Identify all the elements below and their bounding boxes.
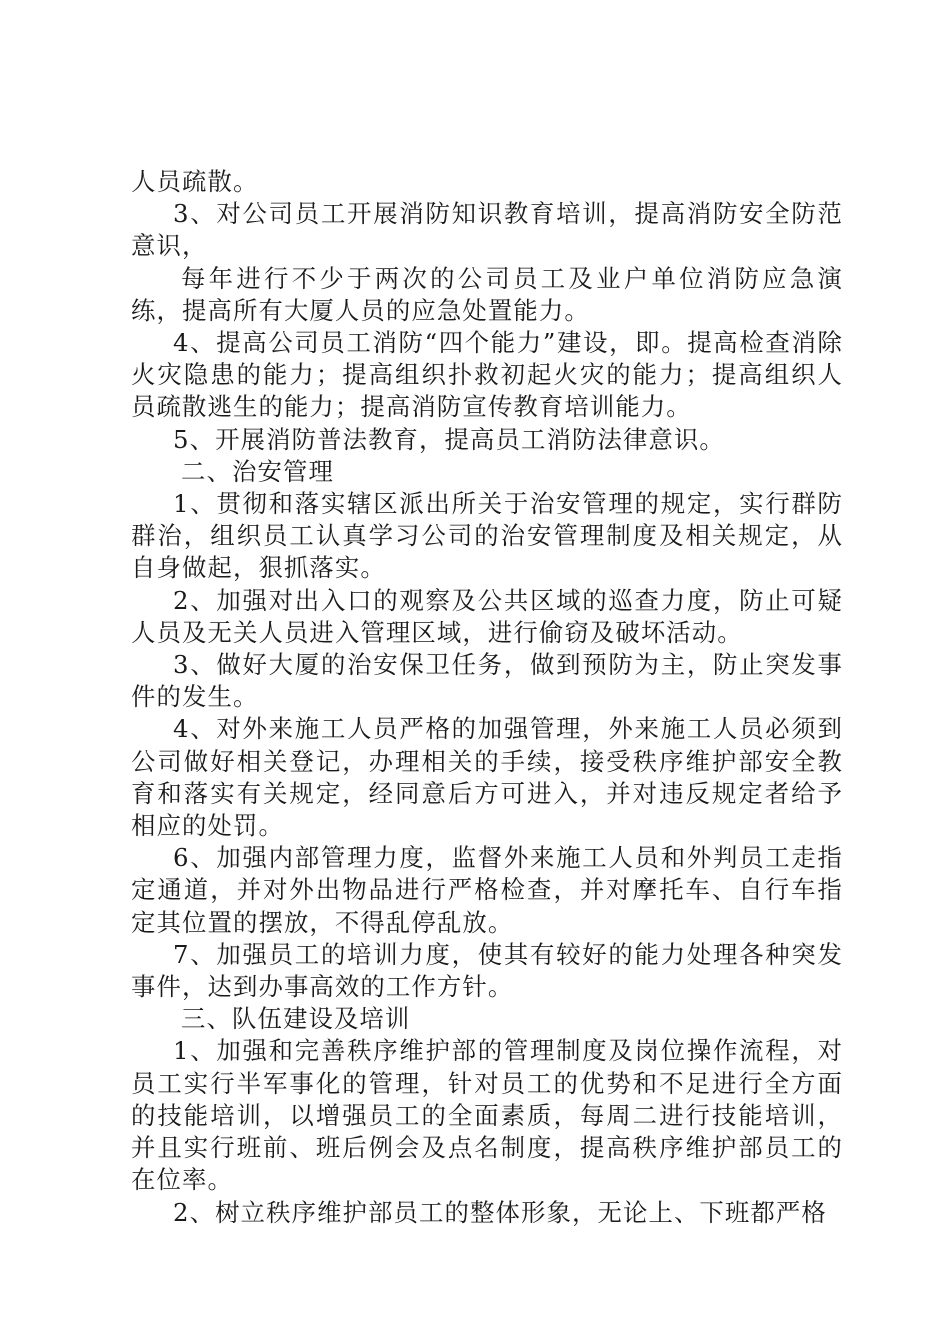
paragraph-security-7: 7、加强员工的培训力度，使其有较好的能力处理各种突发事件，达到办事高效的工作方针。 [131,939,843,1002]
paragraph-fire-law: 5、开展消防普法教育，提高员工消防法律意识。 [173,424,725,454]
paragraph-security-3: 3、做好大厦的治安保卫任务，做到预防为主，防止突发事件的发生。 [131,650,843,712]
section-heading-security: 二、治安管理 [181,456,334,486]
paragraph-team-2: 2、树立秩序维护部员工的整体形象，无论上、下班都严格 [173,1197,827,1227]
document-body [131,166,843,1229]
paragraph-fire-training: 3、对公司员工开展消防知识教育培训，提高消防安全防范意识， [131,199,843,261]
section-heading-team: 三、队伍建设及培训 [181,1004,411,1034]
paragraph-team-1: 1、加强和完善秩序维护部的管理制度及岗位操作流程，对员工实行半军事化的管理，针对员工的优势和不足进行全方面的技能培训，以增强员工的全面素质，每周二进行技能培训，并且实行班前、班后例会及点名制度，提高秩序维护部员工的在位率。 [131,1036,843,1195]
paragraph-security-1: 1、贯彻和落实辖区派出所关于治安管理的规定，实行群防群治，组织员工认真学习公司的治安管理制度及相关规定，从自身做起，狠抓落实。 [131,489,843,583]
paragraph-four-abilities: 4、提高公司员工消防“四个能力”建设，即。提高检查消除火灾隐患的能力；提高组织扑救初起火灾的能力；提高组织人员疏散逃生的能力；提高消防宣传教育培训能力。 [131,328,843,422]
paragraph-security-2: 2、加强对出入口的观察及公共区域的巡查力度，防止可疑人员及无关人员进入管理区域，进行偷窃及破坏活动。 [131,585,843,647]
paragraph-security-4: 4、对外来施工人员严格的加强管理，外来施工人员必须到公司做好相关登记，办理相关的手续，接受秩序维护部安全教育和落实有关规定，经同意后方可进入，并对违反规定者给予相应的处罚。 [131,714,843,841]
paragraph-continuation: 人员疏散。 [131,167,259,196]
paragraph-fire-drills: 每年进行不少于两次的公司员工及业户单位消防应急演练，提高所有大厦人员的应急处置能力。 [131,263,843,325]
paragraph-security-6: 6、加强内部管理力度，监督外来施工人员和外判员工走指定通道，并对外出物品进行严格检查，并对摩托车、自行车指定其位置的摆放，不得乱停乱放。 [131,843,843,937]
